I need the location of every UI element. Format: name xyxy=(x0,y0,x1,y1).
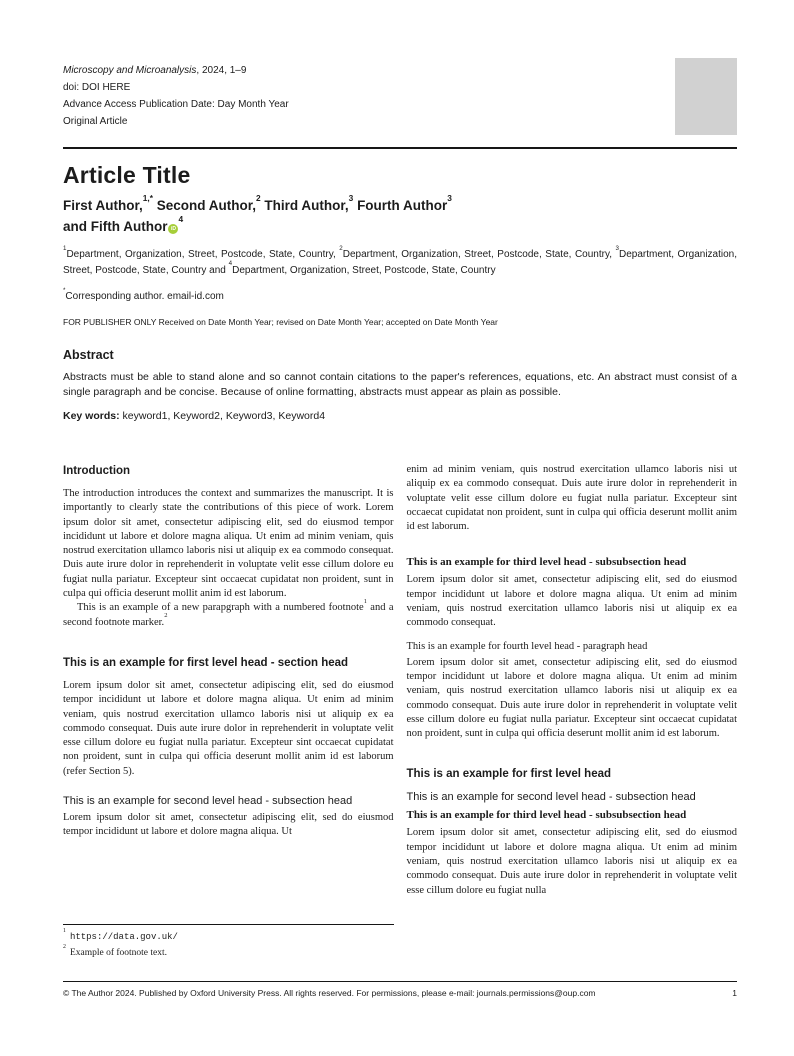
header-rule xyxy=(63,147,737,149)
footnotes xyxy=(63,924,394,961)
body-paragraph: The introduction introduces the context and summarizes the manuscript. It is importantly to clearly state the contributions of this piece of work. Lorem ipsum dolor sit amet, consectetur adipiscing elit, sed do eiusmod tempor incididunt ut labore et dolore magna aliqua. Ut enim ad minim veniam, quis nostrud exercitation ullamco laboris nisi ut aliquip ex ea commodo consequat. Duis aute irure dolor in reprehenderit in voluptate velit esse cillum dolore eu fugiat nulla pariatur. Excepteur sint occaecat cupidatat non proident, sunt in culpa qui officia deserunt mollit anim id est laborum. xyxy=(63,488,394,600)
body-heading: This is an example for third level head - subsubsection head xyxy=(406,556,687,569)
page-footer xyxy=(63,981,737,999)
body-heading: This is an example for first level head xyxy=(406,768,612,781)
footnote-list xyxy=(63,930,394,961)
publisher-note: FOR PUBLISHER ONLY Received on Date Month Year; revised on Date Month Year; accepted on Date Month Year xyxy=(63,317,498,327)
footnote-marker: 1 xyxy=(63,928,66,935)
author-line-2: and Fifth Author $iD^4$ xyxy=(63,213,184,234)
journal-header xyxy=(63,0,737,130)
body-paragraph: Lorem ipsum dolor sit amet, consectetur adipiscing elit, sed do eiusmod tempor incididunt ut labore et dolore magna aliqua. Ut enim ad minim veniam, quis nostrud exercitation ullamco laboris nisi ut aliquip ex ea commodo consequat. xyxy=(406,574,737,629)
page-number: 1 xyxy=(732,988,737,998)
body-paragraph: enim ad minim veniam, quis nostrud exercitation ullamco laboris nisi ut aliquip ex ea commodo consequat. Duis aute irure dolor in reprehenderit in voluptate velit esse cillum dolore eu fugiat nulla pariatur. Excepteur sint occaecat cupidatat non proident, sunt in culpa qui officia deserunt mollit anim id est laborum. xyxy=(406,464,737,533)
body-paragraph: Lorem ipsum dolor sit amet, consectetur adipiscing elit, sed do eiusmod tempor incididunt ut labore et dolore magna aliqua. Ut enim ad minim veniam, quis nostrud exercitation ullamco laboris nisi ut aliquip ex ea commodo consequat. Duis aute irure dolor in reprehenderit in voluptate velit esse cillum dolore eu fugiat nulla pariatur. Excepteur sint occaecat cupidatat non proident, sunt in culpa qui officia deserunt mollit anim id est laborum. xyxy=(406,656,737,740)
body-paragraph: Lorem ipsum dolor sit amet, consectetur adipiscing elit, sed do eiusmod tempor incididunt ut labore et dolore magna aliqua. Ut enim ad minim veniam, quis nostrud exercitation ullamco laboris nisi ut aliquip ex ea commodo consequat. Duis aute irure dolor in reprehenderit in voluptate velit esse cillum dolore eu fugiat nulla xyxy=(406,827,737,896)
right-column xyxy=(407,463,738,956)
journal-citation: Microscopy and Microanalysis, 2024, 1–9 xyxy=(63,65,247,76)
keywords-line: Key words: keyword1, Keyword2, Keyword3, Keyword4 xyxy=(63,410,326,422)
footnote-rule xyxy=(63,924,394,925)
body-paragraph: Lorem ipsum dolor sit amet, consectetur adipiscing elit, sed do eiusmod tempor incididunt ut labore et dolore magna aliqua. Ut xyxy=(63,812,394,838)
left-column xyxy=(63,463,394,956)
corresponding-author: *Corresponding author. email-id.com xyxy=(63,286,224,302)
footnote-marker: 2 xyxy=(63,943,66,950)
body-heading: This is an example for third level head - subsubsection head xyxy=(406,809,687,822)
affiliations: $^1$Department, Organization, Street, Postcode, State, Country, $^2$Department, Organization, Street, Postcode, State, Country, $^3$Department, Organization, Street, Postcode, State, Country and $^4$Department, Organization, Street, Postcode, State, Country xyxy=(63,244,738,276)
doi-line: doi: DOI HERE xyxy=(63,82,131,93)
article-title: Article Title xyxy=(63,162,191,188)
orcid-icon[interactable]: iD xyxy=(168,224,178,234)
abstract-heading: Abstract xyxy=(63,348,114,362)
footnote-link[interactable]: https://data.gov.uk/ xyxy=(69,932,178,942)
advance-access-line: Advance Access Publication Date: Day Month Year xyxy=(63,99,289,110)
body-paragraph: Lorem ipsum dolor sit amet, consectetur adipiscing elit, sed do eiusmod tempor incididunt ut labore et dolore magna aliqua. Ut enim ad minim veniam, quis nostrud exercitation ullamco laboris nisi ut aliquip ex ea commodo consequat. Duis aute irure dolor in reprehenderit in voluptate velit esse cillum dolore eu fugiat nulla pariatur. Excepteur sint occaecat cupidatat non proident, sunt in culpa qui officia deserunt mollit anim id est laborum (refer Section 5). xyxy=(63,679,394,777)
author-list xyxy=(63,192,737,237)
body-heading: This is an example for second level head - subsection head xyxy=(406,791,696,804)
author-line-1: First Author,$^{1,*}$ Second Author,$^2$ Third Author,$^3$ Fourth Author$^3$ xyxy=(63,192,452,213)
article-type-label: Original Article xyxy=(63,116,128,127)
copyright-text: © The Author 2024. Published by Oxford University Press. All rights reserved. For permissions, please e-mail: journals.permissions@oup.com xyxy=(63,988,596,998)
body-heading: This is an example for second level head - subsection head xyxy=(63,795,353,808)
body-columns xyxy=(63,463,737,956)
footnote-text: Example of footnote text. xyxy=(69,947,168,958)
footnote-item xyxy=(63,930,394,946)
footer-rule xyxy=(63,981,737,982)
body-heading: This is an example for fourth level head - paragraph head xyxy=(406,640,648,652)
body-heading: Introduction xyxy=(63,465,131,477)
body-paragraph: This is an example of a new parapgraph with a numbered footnote$^1$ and a second footnote marker.$^2$ xyxy=(63,597,394,628)
body-heading: This is an example for first level head - section head xyxy=(63,656,349,669)
footnote-item xyxy=(63,943,394,962)
abstract-text: Abstracts must be able to stand alone and so cannot contain citations to the paper's references, equations, etc. An abstract must consist of a single paragraph and be concise. Because of online formatting, abstracts must appear as plain as possible. xyxy=(63,371,737,398)
